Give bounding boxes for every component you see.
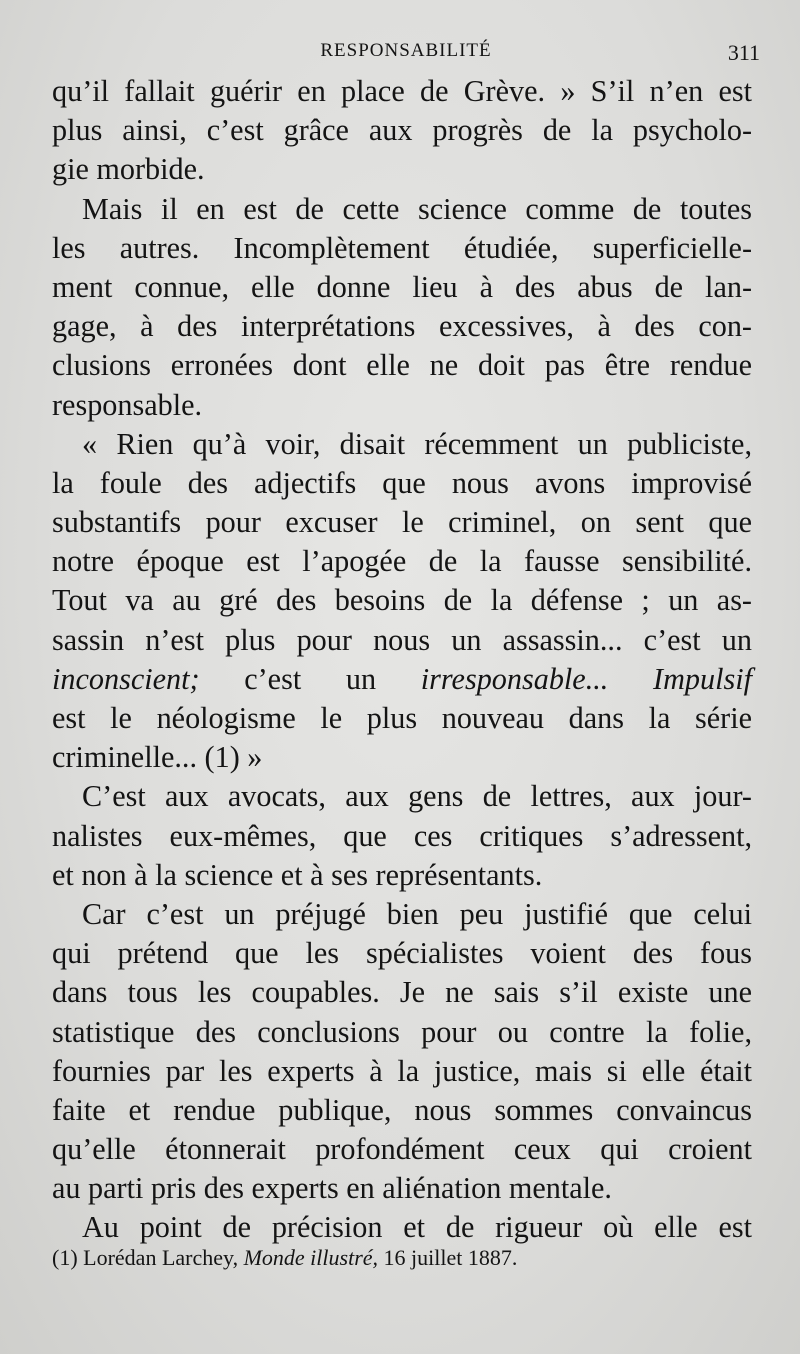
text-line: qu’il fallait guérir en place de Grève. » S’il n’en est: [52, 74, 752, 108]
text-fragment: inconscient;: [52, 661, 200, 696]
text-line: Tout va au gré des besoins de la défense ; un as-: [52, 583, 752, 618]
footnote-publication: Monde illustré,: [243, 1245, 379, 1270]
text-line: au parti pris des experts en aliénation mentale.: [52, 1171, 612, 1206]
page-number: 311: [727, 40, 760, 65]
text-line: nalistes eux-mêmes, que ces critiques s’adressent,: [52, 818, 752, 853]
text-line: faite et rendue publique, nous sommes convaincus: [52, 1092, 752, 1127]
text-line: qui prétend que les spécialistes voient des fous: [52, 936, 752, 971]
footnote: [52, 1244, 752, 1272]
text-fragment: Impulsif: [653, 661, 752, 696]
footnote-marker: (1): [52, 1245, 78, 1270]
text-line: C’est aux avocats, aux gens de lettres, aux jour-: [82, 779, 752, 814]
page-header: [52, 40, 760, 74]
text-line: est le néologisme le plus nouveau dans la série: [52, 701, 752, 735]
text-line: ment connue, elle donne lieu à des abus de lan-: [52, 269, 752, 304]
text-line: les autres. Incomplètement étudiée, superficielle-: [52, 230, 752, 265]
text-line: sassin n’est plus pour nous un assassin... c’est un: [52, 622, 752, 657]
body-text: [52, 72, 752, 1248]
text-line: gie morbide.: [52, 152, 205, 187]
text-line: gage, à des interprétations excessives, à des con-: [52, 309, 752, 344]
text-line: Au point de précision et de rigueur où elle est: [82, 1210, 752, 1245]
text-line: fournies par les experts à la justice, mais si elle était: [52, 1053, 752, 1088]
text-line: dans tous les coupables. Je ne sais s’il existe une: [52, 975, 752, 1010]
text-line: la foule des adjectifs que nous avons improvisé: [52, 465, 752, 500]
text-line: qu’elle étonnerait profondément ceux qui croient: [52, 1132, 752, 1167]
text-line: substantifs pour excuser le criminel, on sent que: [52, 505, 752, 540]
footnote-date: 16 juillet 1887.: [383, 1245, 518, 1270]
text-line: responsable.: [52, 387, 203, 422]
text-line: Car c’est un préjugé bien peu justifié que celui: [82, 896, 752, 931]
text-fragment: c’est un: [244, 661, 377, 696]
text-fragment: irresponsable...: [420, 661, 609, 696]
text-line: et non à la science et à ses représentants.: [52, 857, 543, 892]
running-title: RESPONSABILITÉ: [320, 40, 492, 61]
text-line: Mais il en est de cette science comme de toutes: [82, 191, 752, 226]
text-line: notre époque est l’apogée de la fausse sensibilité.: [52, 544, 752, 579]
text-line: statistique des conclusions pour ou contre la folie,: [52, 1014, 752, 1049]
footnote-author: Lorédan Larchey,: [83, 1245, 239, 1270]
text-line: [52, 660, 752, 699]
text-line: criminelle... (1) »: [52, 740, 263, 775]
text-line: « Rien qu’à voir, disait récemment un publiciste,: [82, 426, 752, 461]
text-line: clusions erronées dont elle ne doit pas être rendue: [52, 348, 752, 383]
text-line: plus ainsi, c’est grâce aux progrès de la psycholo-: [52, 113, 752, 148]
